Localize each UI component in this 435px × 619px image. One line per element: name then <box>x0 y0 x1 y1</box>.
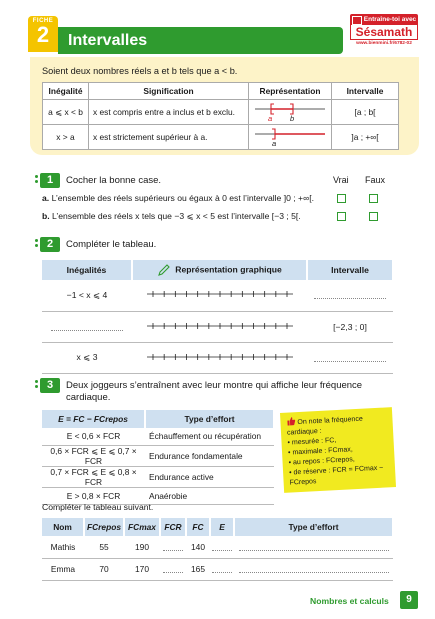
header-signification: Signification <box>89 83 249 100</box>
note-line-4: • de réserve : FCR = FCmax − FCrepos <box>288 464 384 487</box>
ex2-row1-numberline <box>132 280 307 311</box>
sesamath-brand: Sésamath <box>350 24 418 40</box>
col-vrai: Vrai <box>333 175 349 185</box>
effort-type-2: Endurance fondamentale <box>145 445 274 466</box>
runner2-e-input[interactable] <box>210 558 234 580</box>
runners-header-nom: Nom <box>42 518 84 536</box>
definition-table <box>42 82 399 150</box>
ex1-item-a-letter: a. <box>42 193 50 203</box>
exercise-3-number: 3 <box>40 378 60 393</box>
ex2-row1-ineq: −1 < x ⩽ 4 <box>42 280 132 311</box>
ex1-item-b-text: L’ensemble des réels x tels que −3 ⩽ x < 5 est l’intervalle [−3 ; 5[. <box>52 211 301 221</box>
table-row <box>42 466 274 487</box>
exercise-2-number: 2 <box>40 237 60 252</box>
table-row <box>42 342 393 373</box>
runner2-type-input[interactable] <box>234 558 393 580</box>
exercise-3-title: Deux joggeurs s’entraînent avec leur montre qui affiche leur fréquence cardiaque. <box>66 380 363 403</box>
intervals-table <box>42 260 394 374</box>
effort-cond-3: 0,7 × FCR ⩽ E ⩽ 0,8 × FCR <box>42 466 145 487</box>
ex2-header-intervalle: Intervalle <box>307 260 393 280</box>
ex2-row3-ineq: x ⩽ 3 <box>42 342 132 373</box>
ex2-row2-interval: [−2,3 ; 0] <box>307 311 393 342</box>
runner1-fc: 140 <box>186 536 210 558</box>
row2-interval: ]a ; +∞[ <box>332 125 399 150</box>
runners-header-type: Type d’effort <box>234 518 393 536</box>
runners-table <box>42 518 394 581</box>
effort-type-3: Endurance active <box>145 466 274 487</box>
exercise-1-title: Cocher la bonne case. <box>66 175 162 186</box>
number-line <box>145 288 295 300</box>
runners-header-e: E <box>210 518 234 536</box>
note-title: On note la fréquence cardiaque : <box>286 415 363 437</box>
runner2-fc: 165 <box>186 558 210 580</box>
ex1-item-a <box>42 193 314 203</box>
sticky-note <box>280 407 396 493</box>
label-b: b <box>290 114 295 122</box>
runners-header-fcmax: FCmax <box>124 518 160 536</box>
header-representation: Représentation <box>249 83 332 100</box>
runner1-type-input[interactable] <box>234 536 393 558</box>
ex2-row2-numberline <box>132 311 307 342</box>
label-a: a <box>268 114 273 122</box>
interval-a-inf-diagram <box>249 125 331 147</box>
exercise-2-title: Compléter le tableau. <box>66 239 157 250</box>
note-line-1: • mesurée : FC, <box>287 437 337 447</box>
number-line <box>145 351 295 363</box>
interval-ab-diagram <box>249 100 331 122</box>
complete-text: Compléter le tableau suivant. <box>42 502 154 512</box>
ex2-row2-ineq-input[interactable] <box>42 311 132 342</box>
row1-meaning: x est compris entre a inclus et b exclu. <box>89 100 249 125</box>
row2-ineq: x > a <box>43 125 89 150</box>
runners-header-fcr: FCR <box>160 518 186 536</box>
pencil-icon <box>157 264 171 276</box>
runner1-e-input[interactable] <box>210 536 234 558</box>
fiche-number: 2 <box>36 22 50 47</box>
effort-cond-4: E > 0,8 × FCR <box>42 487 145 504</box>
runner1-fcrepos: 55 <box>84 536 124 558</box>
runner2-fcmax: 170 <box>124 558 160 580</box>
effort-type-4: Anaérobie <box>145 487 274 504</box>
table-row <box>42 280 393 311</box>
runner2-fcrepos: 70 <box>84 558 124 580</box>
col-faux: Faux <box>365 175 386 185</box>
intro-text: Soient deux nombres réels a et b tels que a < b. <box>42 66 238 76</box>
table-row <box>42 311 393 342</box>
fiche-label: FICHE <box>32 18 54 24</box>
ex1-item-b <box>42 211 301 222</box>
sesamath-url[interactable]: www.bienmini.fr/6782-02 <box>356 41 412 46</box>
runner1-fcr-input[interactable] <box>160 536 186 558</box>
thumbs-up-icon <box>286 416 295 425</box>
fiche-badge <box>28 16 58 52</box>
note-line-2: • maximale : FCmax, <box>287 446 353 457</box>
ex1-b-faux-checkbox[interactable] <box>369 212 378 221</box>
runners-header-fcrepos: FCrepos <box>84 518 124 536</box>
number-line <box>145 320 295 332</box>
exercise-1-number: 1 <box>40 173 60 188</box>
effort-table <box>42 410 275 505</box>
runner1-name: Mathis <box>42 536 84 558</box>
ex2-row3-interval-input[interactable] <box>307 342 393 373</box>
runner2-name: Emma <box>42 558 84 580</box>
footer-section: Nombres et calculs <box>310 596 389 606</box>
runner1-fcmax: 190 <box>124 536 160 558</box>
runners-header-fc: FC <box>186 518 210 536</box>
label-a-2: a <box>272 139 277 147</box>
header-intervalle: Intervalle <box>332 83 399 100</box>
title-bar <box>58 27 343 54</box>
effort-type-1: Échauffement ou récupération <box>145 428 274 445</box>
row2-meaning: x est strictement supérieur à a. <box>89 125 249 150</box>
ex1-a-faux-checkbox[interactable] <box>369 194 378 203</box>
ex1-a-vrai-checkbox[interactable] <box>337 194 346 203</box>
row1-representation <box>249 100 332 125</box>
row1-interval: [a ; b[ <box>332 100 399 125</box>
monitor-icon <box>352 16 362 25</box>
table-row <box>42 558 393 580</box>
row2-representation <box>249 125 332 150</box>
effort-cond-1: E < 0,6 × FCR <box>42 428 145 445</box>
ex1-b-vrai-checkbox[interactable] <box>337 212 346 221</box>
page-title: Intervalles <box>68 32 148 49</box>
ex2-header-representation: Représentation graphique <box>132 260 307 280</box>
ex1-item-b-letter: b. <box>42 211 50 221</box>
sesamath-top: Entraîne-toi avec <box>350 14 418 24</box>
effort-cond-2: 0,6 × FCR ⩽ E ⩽ 0,7 × FCR <box>42 445 145 466</box>
ex2-header-inegalites: Inégalités <box>42 260 132 280</box>
page-number: 9 <box>400 591 418 609</box>
table-row <box>42 428 274 445</box>
header-inegalite: Inégalité <box>43 83 89 100</box>
ex2-row3-numberline <box>132 342 307 373</box>
ex2-row1-interval-input[interactable] <box>307 280 393 311</box>
table-row <box>42 445 274 466</box>
effort-header-type: Type d’effort <box>145 410 274 428</box>
table-row <box>42 536 393 558</box>
runner2-fcr-input[interactable] <box>160 558 186 580</box>
note-line-3: • au repos : FCrepos, <box>288 456 355 467</box>
effort-header-formula: E = FC − FCrepos <box>42 410 145 428</box>
ex1-item-a-text: L’ensemble des réels supérieurs ou égaux à 0 est l’intervalle ]0 ; +∞[. <box>51 193 314 203</box>
row1-ineq: a ⩽ x < b <box>43 100 89 125</box>
